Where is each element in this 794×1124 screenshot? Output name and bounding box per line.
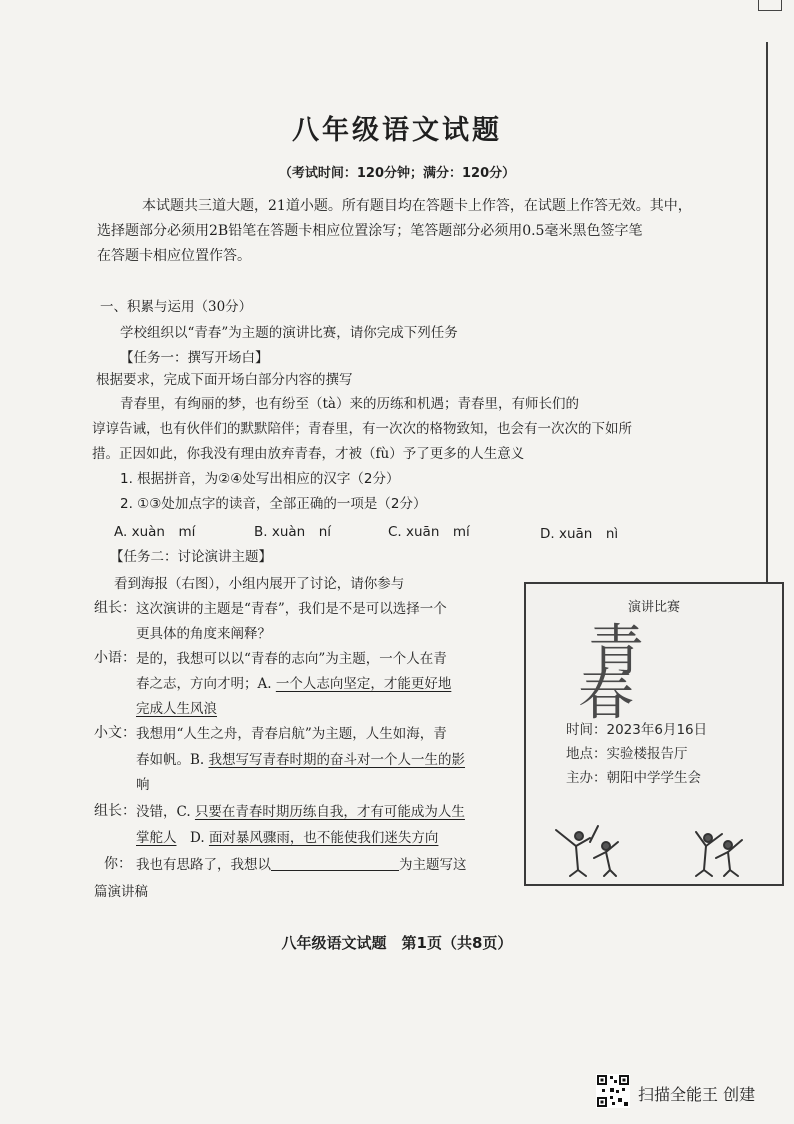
passage-line-3: 措。正因如此，你我没有理由放弃青春，才被（fù）予了更多的人生意义 xyxy=(92,446,525,462)
section-intro: 学校组织以“青春”为主题的演讲比赛，请你完成下列任务 xyxy=(120,325,458,341)
passage-line-2: 谆谆告诫，也有伙伴们的默默陪伴；青春里，有一次次的格物致知，也会有一次次的下如所 xyxy=(92,421,632,437)
dialogue-speaker-leader: 组长： xyxy=(94,600,136,616)
dialogue-speaker-you: 你： xyxy=(104,856,132,872)
task1-label: 【任务一：撰写开场白】 xyxy=(120,350,269,366)
question-1: 1. 根据拼音，为②④处写出相应的汉字（2分） xyxy=(120,471,400,487)
dialogue-speaker-leader: 组长： xyxy=(94,803,136,819)
dancers-illustration xyxy=(546,812,756,878)
dialogue-speaker-xiaowen: 小文： xyxy=(94,725,136,741)
dialogue-line: 响 xyxy=(136,777,150,793)
instruction-line-1: 本试题共三道大题，21道小题。所有题目均在答题卡上作答，在试题上作答无效。其中， xyxy=(142,198,692,214)
passage-line-1: 青春里，有绚丽的梦，也有纷至（tà）来的历练和机遇；青春里，有师长们的 xyxy=(120,396,579,412)
poster-char-qing: 青 xyxy=(588,619,644,684)
qr-code-icon xyxy=(596,1074,630,1108)
task1-requirement: 根据要求，完成下面开场白部分内容的撰写 xyxy=(96,372,353,388)
dialogue-line: 春之志，方向才明；A. 一个人志向坚定，才能更好地 xyxy=(136,676,452,692)
task2-intro: 看到海报（右图），小组内展开了讨论，请你参与 xyxy=(114,576,405,592)
dialogue-line: 更具体的角度来阐释？ xyxy=(136,626,271,642)
underlined-sentence-d: 面对暴风骤雨，也不能使我们迷失方向 xyxy=(208,830,439,846)
speech-contest-poster xyxy=(524,582,784,886)
option-c: C. xuān mí xyxy=(388,524,470,540)
dialogue-line: 完成人生风浪 xyxy=(136,701,217,717)
dialogue-line: 我也有思路了，我想以 为主题写这 xyxy=(136,857,467,873)
instruction-line-3: 在答题卡相应位置作答。 xyxy=(97,248,251,264)
scanner-watermark: 扫描全能王 创建 xyxy=(638,1085,756,1104)
instruction-line-2: 选择题部分必须用2B铅笔在答题卡相应位置涂写；笔答题部分必须用0.5毫米黑色签字笔 xyxy=(97,223,643,239)
poster-title: 演讲比赛 xyxy=(627,600,680,615)
answer-blank[interactable] xyxy=(271,856,399,871)
option-b: B. xuàn ní xyxy=(254,524,332,540)
dialogue-line: 是的，我想可以以“青春的志向”为主题，一个人在青 xyxy=(136,651,447,667)
option-d: D. xuān nì xyxy=(540,526,619,542)
question-2: 2. ①③处加点字的读音，全部正确的一项是（2分） xyxy=(120,496,427,512)
dialogue-line: 没错，C. 只要在青春时期历练自我，才有可能成为人生 xyxy=(136,804,465,820)
underlined-sentence-c: 只要在青春时期历练自我，才有可能成为人生 xyxy=(194,804,465,820)
page-corner-mark xyxy=(758,0,782,11)
dialogue-line: 篇演讲稿 xyxy=(94,884,148,900)
poster-host: 主办：朝阳中学学生会 xyxy=(566,770,701,786)
poster-char-chun: 春 xyxy=(578,663,634,728)
exam-title: 八年级语文试题 xyxy=(292,115,502,146)
section-heading: 一、积累与运用（30分） xyxy=(100,299,253,315)
task2-label: 【任务二：讨论演讲主题】 xyxy=(110,549,272,565)
dialogue-line: 这次演讲的主题是“青春”，我们是不是可以选择一个 xyxy=(136,601,447,617)
dialogue-line: 我想用“人生之舟，青春启航”为主题，人生如海，青 xyxy=(136,726,447,742)
option-a: A. xuàn mí xyxy=(114,524,196,540)
dialogue-line: 春如帆。B. 我想写写青春时期的奋斗对一个人一生的影 xyxy=(136,752,466,768)
dialogue-line: 掌舵人 D. 面对暴风骤雨，也不能使我们迷失方向 xyxy=(136,830,439,846)
page-footer: 八年级语文试题 第1页（共8页） xyxy=(281,934,513,952)
underlined-sentence-b: 我想写写青春时期的奋斗对一个人一生的影 xyxy=(208,752,466,768)
poster-time: 时间：2023年6月16日 xyxy=(566,722,708,738)
dialogue-speaker-xiaoyu: 小语： xyxy=(94,650,136,666)
underlined-sentence-a: 一个人志向坚定，才能更好地 xyxy=(275,676,452,692)
exam-subtitle: （考试时间：120分钟；满分：120分） xyxy=(278,166,516,181)
poster-place: 地点：实验楼报告厅 xyxy=(566,746,688,762)
